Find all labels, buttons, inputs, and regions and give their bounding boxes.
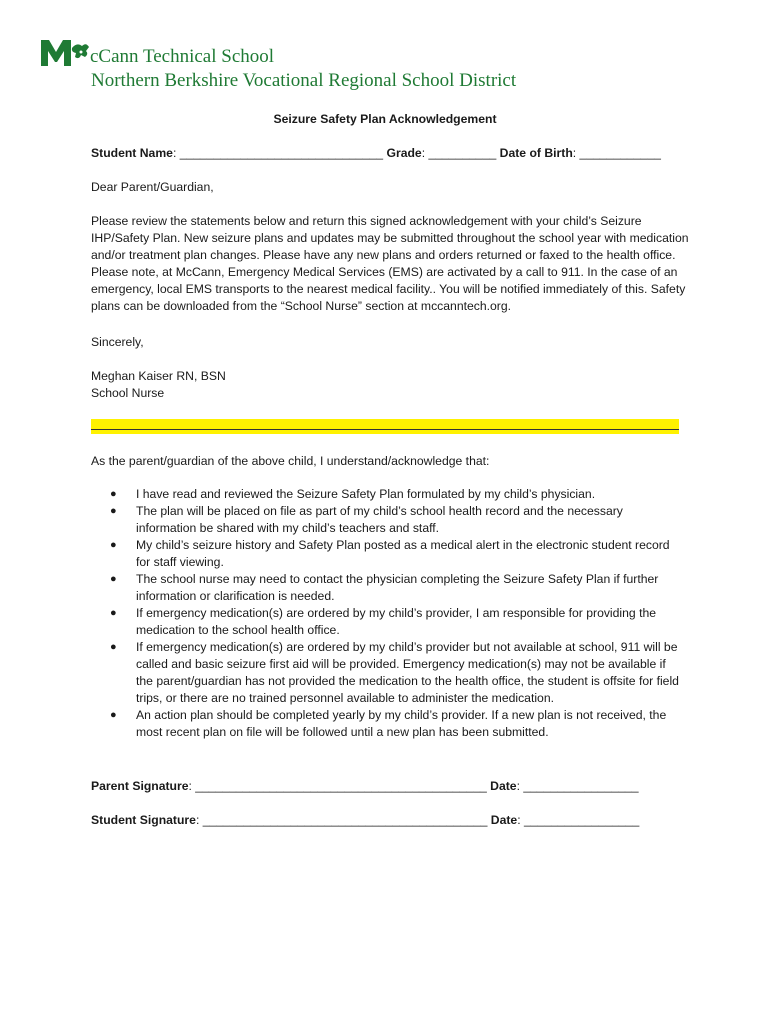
- district-name: Northern Berkshire Vocational Regional School District: [91, 70, 517, 91]
- student-signature-label: Student Signature: [91, 813, 196, 827]
- student-info-row: [91, 145, 661, 162]
- list-item: [110, 537, 685, 571]
- acknowledge-intro: As the parent/guardian of the above child, I understand/acknowledge that:: [91, 454, 490, 468]
- student-signature-row: [91, 812, 639, 829]
- bullet-icon: ●: [110, 607, 117, 619]
- greeting: Dear Parent/Guardian,: [91, 180, 214, 194]
- svg-text:M: M: [56, 60, 57, 61]
- list-item-text: The plan will be placed on file as part of my child’s school health record and the necessary information be shared with my child’s teachers and staff.: [136, 504, 623, 535]
- highlighted-divider: [91, 419, 679, 434]
- bullet-icon: ●: [110, 539, 117, 551]
- parent-signature-row: [91, 778, 639, 795]
- list-item-text: I have read and reviewed the Seizure Safety Plan formulated by my child’s physician.: [136, 487, 596, 501]
- bullet-icon: ●: [110, 641, 117, 653]
- divider-line: [91, 429, 679, 430]
- dob-field[interactable]: : ____________: [572, 146, 661, 160]
- grade-label: Grade: [386, 146, 422, 160]
- student-name-field[interactable]: : ______________________________: [172, 146, 387, 160]
- list-item: [110, 707, 685, 741]
- grade-field[interactable]: : __________: [421, 146, 500, 160]
- acknowledgement-list: [110, 486, 685, 741]
- list-item-text: If emergency medication(s) are ordered by my child’s provider but not available at school, 911 will be called and basic seizure first aid will be provided. Emergency medication(s) may not be available if the parent/guardian has not provided the medication to the health office, the student is offsite for field trips, or there are no trained personnel available to administer the medication.: [136, 640, 679, 705]
- document-title: Seizure Safety Plan Acknowledgement: [273, 112, 497, 126]
- parent-date-label: Date: [490, 779, 517, 793]
- list-item: [110, 639, 685, 707]
- dob-label: Date of Birth: [499, 146, 573, 160]
- list-item: [110, 486, 685, 503]
- student-name-label: Student Name: [91, 146, 173, 160]
- intro-paragraph: Please review the statements below and return this signed acknowledgement with your child’s Seizure IHP/Safety Plan. New seizure plans and updates may be submitted throughout the school year with medication and/or treatment plan changes. Please have any new plans and orders returned or faxed to the health office. Please note, at McCann, Emergency Medical Services (EMS) are activated by a call to 911. In the case of an emergency, local EMS transports to the nearest medical facility.. You will be notified immediately of this. Safety plans can be downloaded from the “School Nurse” section at mccanntech.org.: [91, 214, 689, 313]
- parent-date-field[interactable]: : _________________: [516, 779, 639, 793]
- bullet-icon: ●: [110, 573, 117, 585]
- list-item-text: My child’s seizure history and Safety Plan posted as a medical alert in the electronic student record for staff viewing.: [136, 538, 670, 569]
- student-date-field[interactable]: : _________________: [517, 813, 640, 827]
- student-signature-field[interactable]: : __________________________________________: [195, 813, 491, 827]
- list-item: [110, 571, 685, 605]
- school-name: cCann Technical School: [90, 46, 275, 67]
- bullet-icon: ●: [110, 488, 117, 500]
- list-item-text: The school nurse may need to contact the physician completing the Seizure Safety Plan if further information or clarification is needed.: [136, 572, 659, 603]
- list-item: [110, 503, 685, 537]
- bullet-icon: ●: [110, 709, 117, 721]
- signer-name: Meghan Kaiser RN, BSN: [91, 369, 226, 383]
- list-item-text: An action plan should be completed yearly by my child’s provider. If a new plan is not received, the most recent plan on file will be followed until a new plan has been submitted.: [136, 708, 667, 739]
- student-date-label: Date: [490, 813, 518, 827]
- list-item: [110, 605, 685, 639]
- parent-signature-label: Parent Signature: [91, 779, 189, 793]
- list-item-text: If emergency medication(s) are ordered by my child’s provider, I am responsible for providing the medication to the school health office.: [136, 606, 657, 637]
- mccann-logo-icon: [40, 38, 90, 68]
- bullet-icon: ●: [110, 505, 117, 517]
- closing: Sincerely,: [91, 335, 144, 349]
- parent-signature-field[interactable]: : ___________________________________________: [188, 779, 491, 793]
- signer-title: School Nurse: [91, 386, 165, 400]
